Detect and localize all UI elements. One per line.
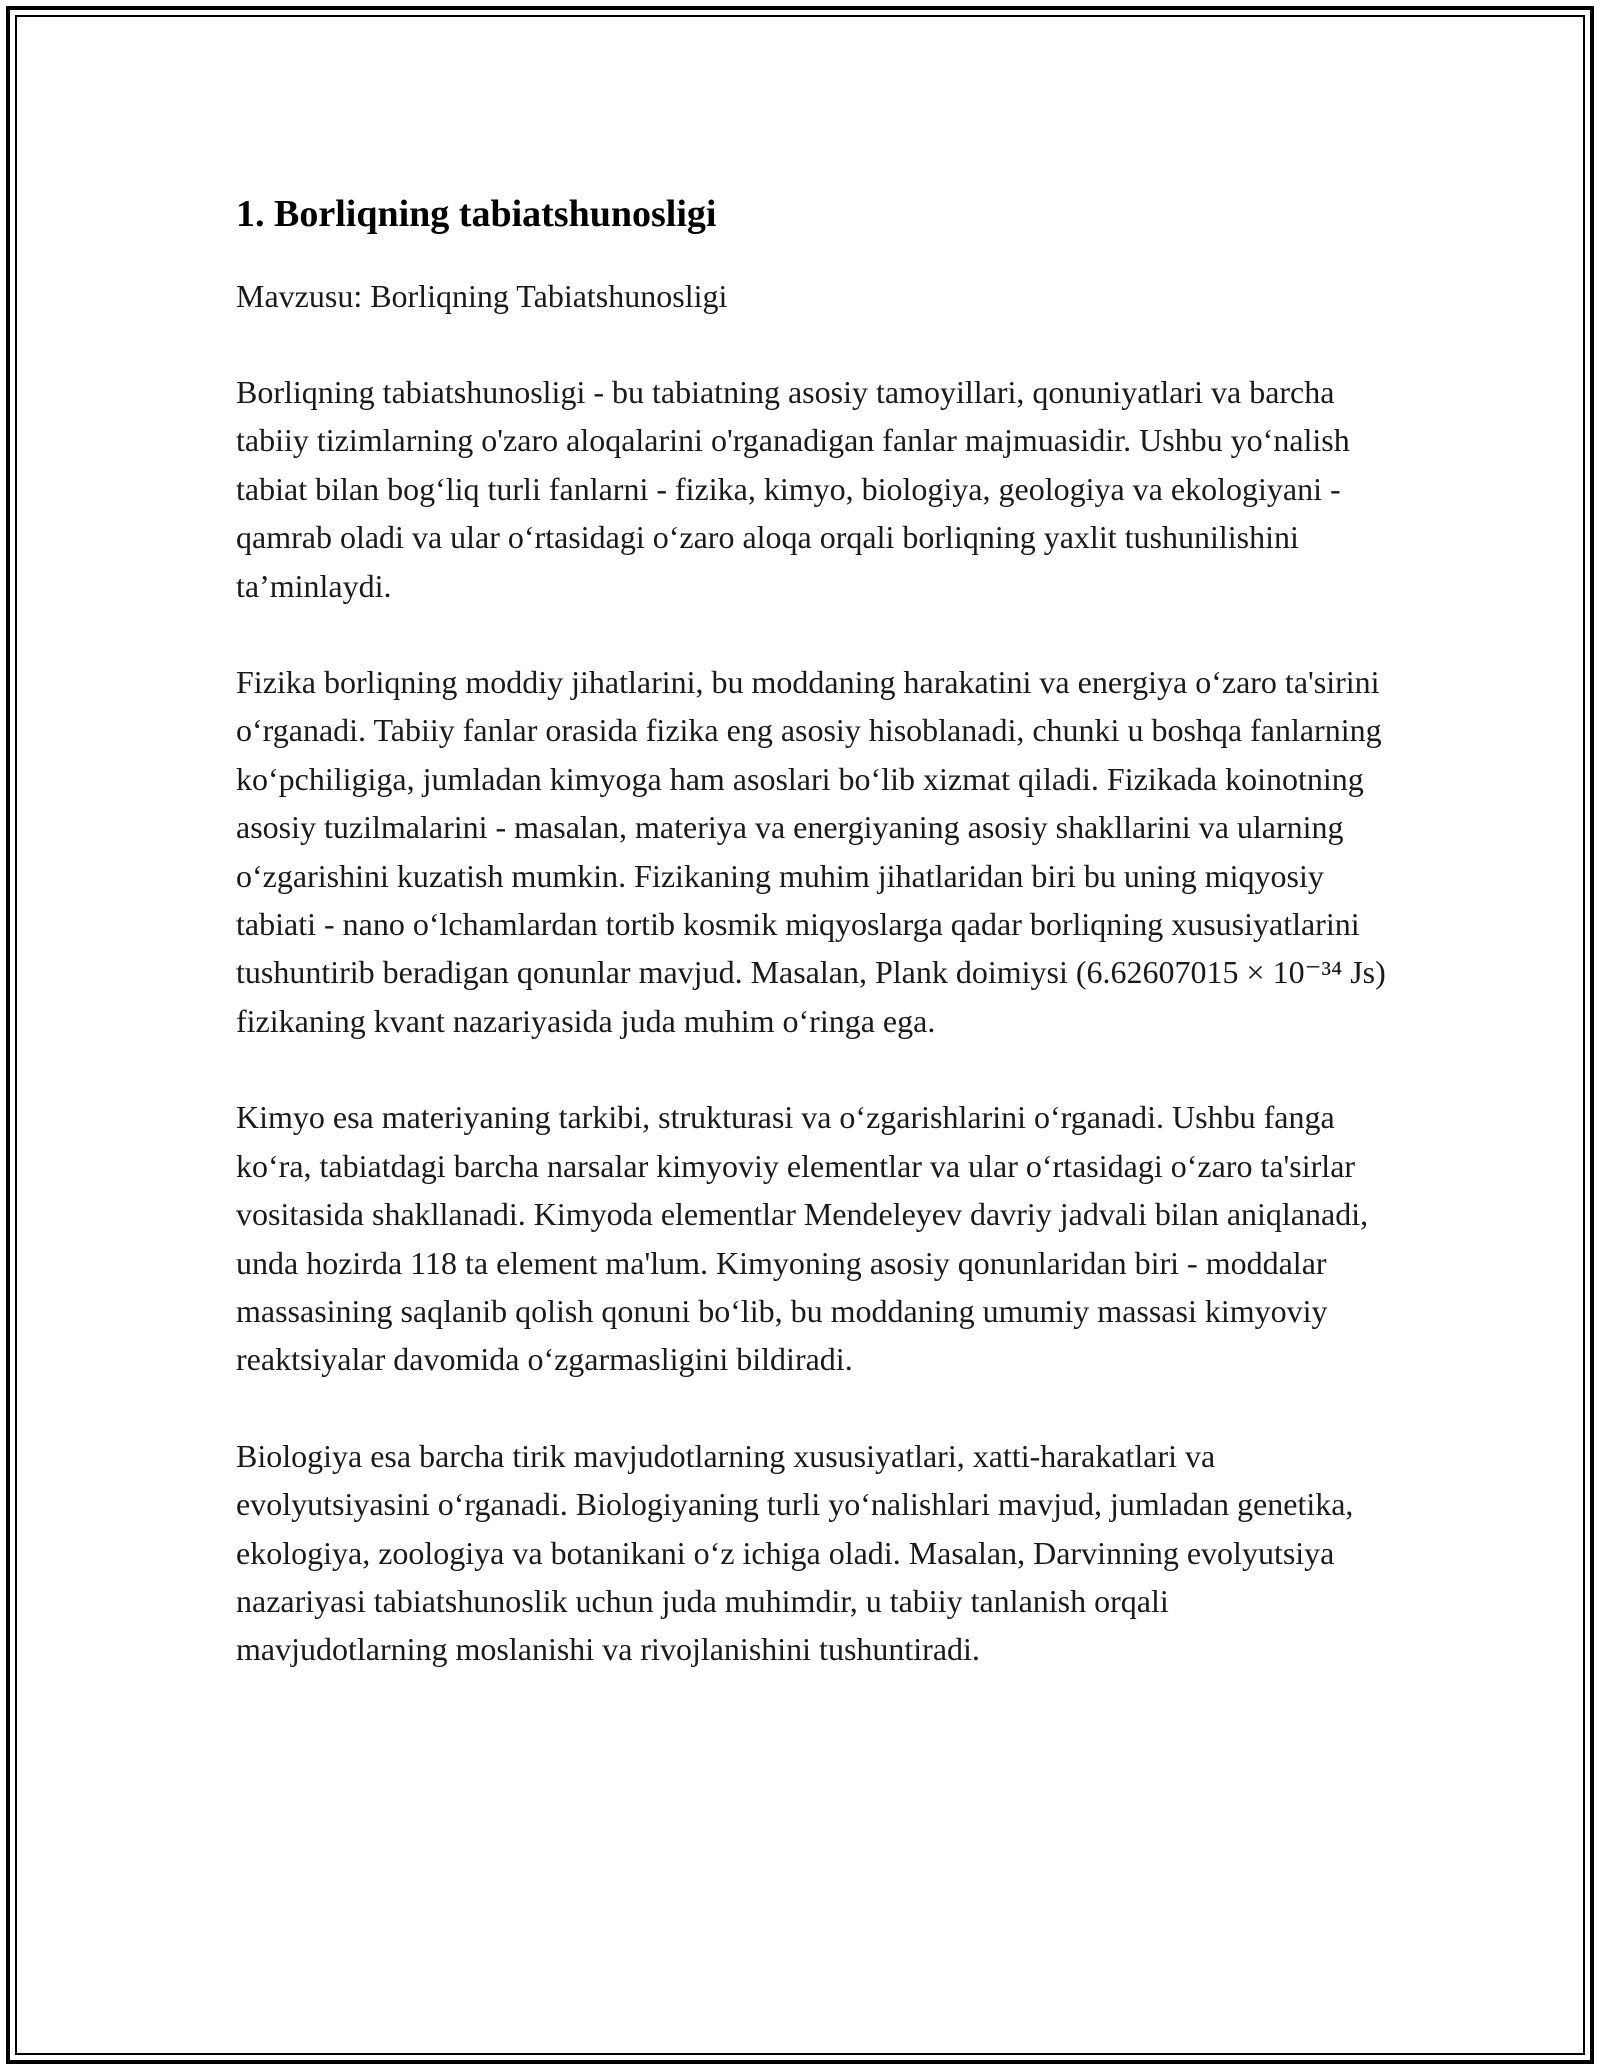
paragraph-biology: Biologiya esa barcha tirik mavjudotlarning xususiyatlari, xatti-harakatlari va evolyutsiyasini o‘rganadi. Biologiyaning turli yo‘nalishlari mavjud, jumladan genetika, ekologiya, zoologiya va botanikani o‘z ichiga oladi. Masalan, Darvinning evolyutsiya nazariyasi tabiatshunoslik uchun juda muhimdir, u tabiiy tanlanish orqali mavjudotlarning moslanishi va rivojlanishini tushuntiradi.	[236, 1437, 1354, 1668]
document-body	[236, 186, 1386, 1722]
paragraph-intro: Borliqning tabiatshunosligi - bu tabiatning asosiy tamoyillari, qonuniyatlari va barcha tabiiy tizimlarning o'zaro aloqalarini o'rganadigan fanlar majmuasidir. Ushbu yo‘nalish tabiat bilan bog‘liq turli fanlarni - fizika, kimyo, biologiya, geologiya va ekologiyani - qamrab oladi va ular o‘rtasidagi o‘zaro aloqa orqali borliqning yaxlit tushunilishini ta’minlaydi.	[236, 374, 1350, 604]
paragraph-chemistry: Kimyo esa materiyaning tarkibi, strukturasi va o‘zgarishlarini o‘rganadi. Ushbu fanga ko‘ra, tabiatdagi barcha narsalar kimyoviy elementlar va ular o‘rtasidagi o‘zaro ta'sirlar vositasida shakllanadi. Kimyoda elementlar Mendeleyev davriy jadvali bilan aniqlanadi, unda hozirda 118 ta element ma'lum. Kimyoning asosiy qonunlaridan biri - moddalar massasining saqlanib qolish qonuni bo‘lib, bu moddaning umumiy massasi kimyoviy reaktsiyalar davomida o‘zgarmasligini bildiradi.	[236, 1099, 1369, 1378]
document-title: 1. Borliqning tabiatshunosligi	[236, 193, 717, 235]
paragraph-physics: Fizika borliqning moddiy jihatlarini, bu moddaning harakatini va energiya o‘zaro ta'sirini o‘rganadi. Tabiiy fanlar orasida fizika eng asosiy hisoblanadi, chunki u boshqa fanlarning ko‘pchiligiga, jumladan kimyoga ham asoslari bo‘lib xizmat qiladi. Fizikada koinotning asosiy tuzilmalarini - masalan, materiya va energiyaning asosiy shakllarini va ularning o‘zgarishini kuzatish mumkin. Fizikaning muhim jihatlaridan biri bu uning miqyosiy tabiati - nano o‘lchamlardan tortib kosmik miqyoslarga qadar borliqning xususiyatlarini tushuntirib beradigan qonunlar mavjud. Masalan, Plank doimiysi (6.62607015 × 10⁻³⁴ Js) fizikaning kvant nazariyasida juda muhim o‘ringa ega.	[236, 664, 1386, 1039]
document-subtitle: Mavzusu: Borliqning Tabiatshunosligi	[236, 278, 728, 314]
